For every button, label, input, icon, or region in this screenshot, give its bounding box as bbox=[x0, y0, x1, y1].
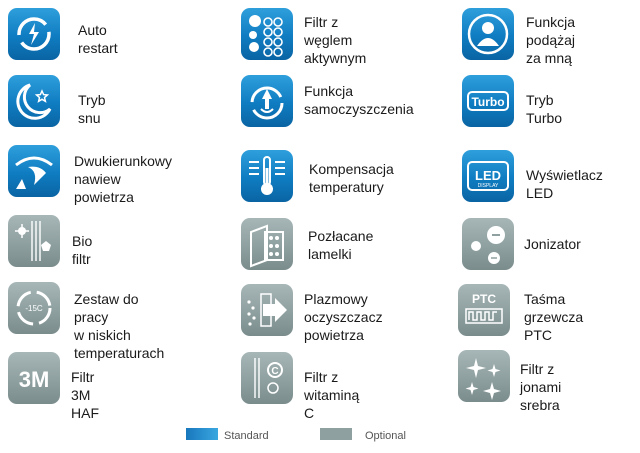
plasma-purifier-icon bbox=[241, 284, 293, 336]
ionizer-icon bbox=[462, 218, 514, 270]
feature-label: Jonizator bbox=[524, 236, 581, 252]
led-icon-subtext: DISPLAY bbox=[477, 183, 499, 189]
self-clean-icon bbox=[241, 75, 293, 127]
feature-label: Tryb Turbo bbox=[526, 92, 563, 126]
feature-label: Taśma grzewcza PTC bbox=[524, 291, 584, 343]
feature-label: Auto restart bbox=[78, 22, 118, 56]
feature-label: Zestaw do pracy w niskich temperaturach bbox=[74, 291, 165, 361]
two-way-airflow-icon bbox=[8, 145, 60, 197]
ptc-heater-icon bbox=[458, 284, 510, 336]
vitamin-c-icon-text: C bbox=[271, 366, 279, 377]
legend-label-standard: Standard bbox=[224, 430, 269, 442]
feature-label: Plazmowy oczyszczacz powietrza bbox=[304, 291, 383, 343]
turbo-icon-text: Turbo bbox=[471, 95, 505, 109]
vitamin-c-filter-icon bbox=[241, 352, 293, 404]
feature-label: Bio filtr bbox=[72, 233, 93, 267]
feature-label: Wyświetlacz LED bbox=[526, 167, 603, 201]
feature-label: Pozłacane lamelki bbox=[308, 228, 374, 262]
feature-label: Kompensacja temperatury bbox=[309, 161, 394, 195]
feature-label: Filtr 3M HAF bbox=[71, 369, 99, 421]
auto-restart-icon bbox=[8, 8, 60, 60]
3m-filter-icon bbox=[8, 352, 60, 404]
gold-fins-icon bbox=[241, 218, 293, 270]
feature-label: Filtr z witaminą C bbox=[304, 369, 360, 421]
led-display-icon bbox=[462, 150, 514, 202]
follow-me-icon bbox=[462, 8, 514, 60]
sleep-mode-icon bbox=[8, 75, 60, 127]
legend-swatch-standard bbox=[186, 428, 218, 440]
carbon-filter-icon bbox=[241, 8, 293, 60]
feature-label: Funkcja samoczyszczenia bbox=[304, 83, 414, 117]
legend-label-optional: Optional bbox=[365, 430, 406, 442]
feature-label: Filtr z węglem aktywnym bbox=[304, 14, 367, 66]
bio-filter-icon bbox=[8, 215, 60, 267]
turbo-icon bbox=[462, 75, 514, 127]
feature-label: Dwukierunkowy nawiew powietrza bbox=[74, 153, 173, 205]
silver-ion-filter-icon bbox=[458, 350, 510, 402]
legend-swatch-optional bbox=[320, 428, 352, 440]
thermometer-icon bbox=[241, 150, 293, 202]
ptc-icon-text: PTC bbox=[472, 292, 496, 306]
feature-label: Funkcja podążaj za mną bbox=[526, 14, 576, 66]
led-icon-text: LED bbox=[475, 168, 501, 183]
low-temp-icon-text: -15C bbox=[25, 304, 43, 313]
feature-label: Tryb snu bbox=[78, 92, 106, 126]
3m-icon-text: 3M bbox=[18, 367, 50, 392]
low-temp-kit-icon bbox=[8, 282, 60, 334]
feature-label: Filtr z jonami srebra bbox=[520, 361, 562, 413]
